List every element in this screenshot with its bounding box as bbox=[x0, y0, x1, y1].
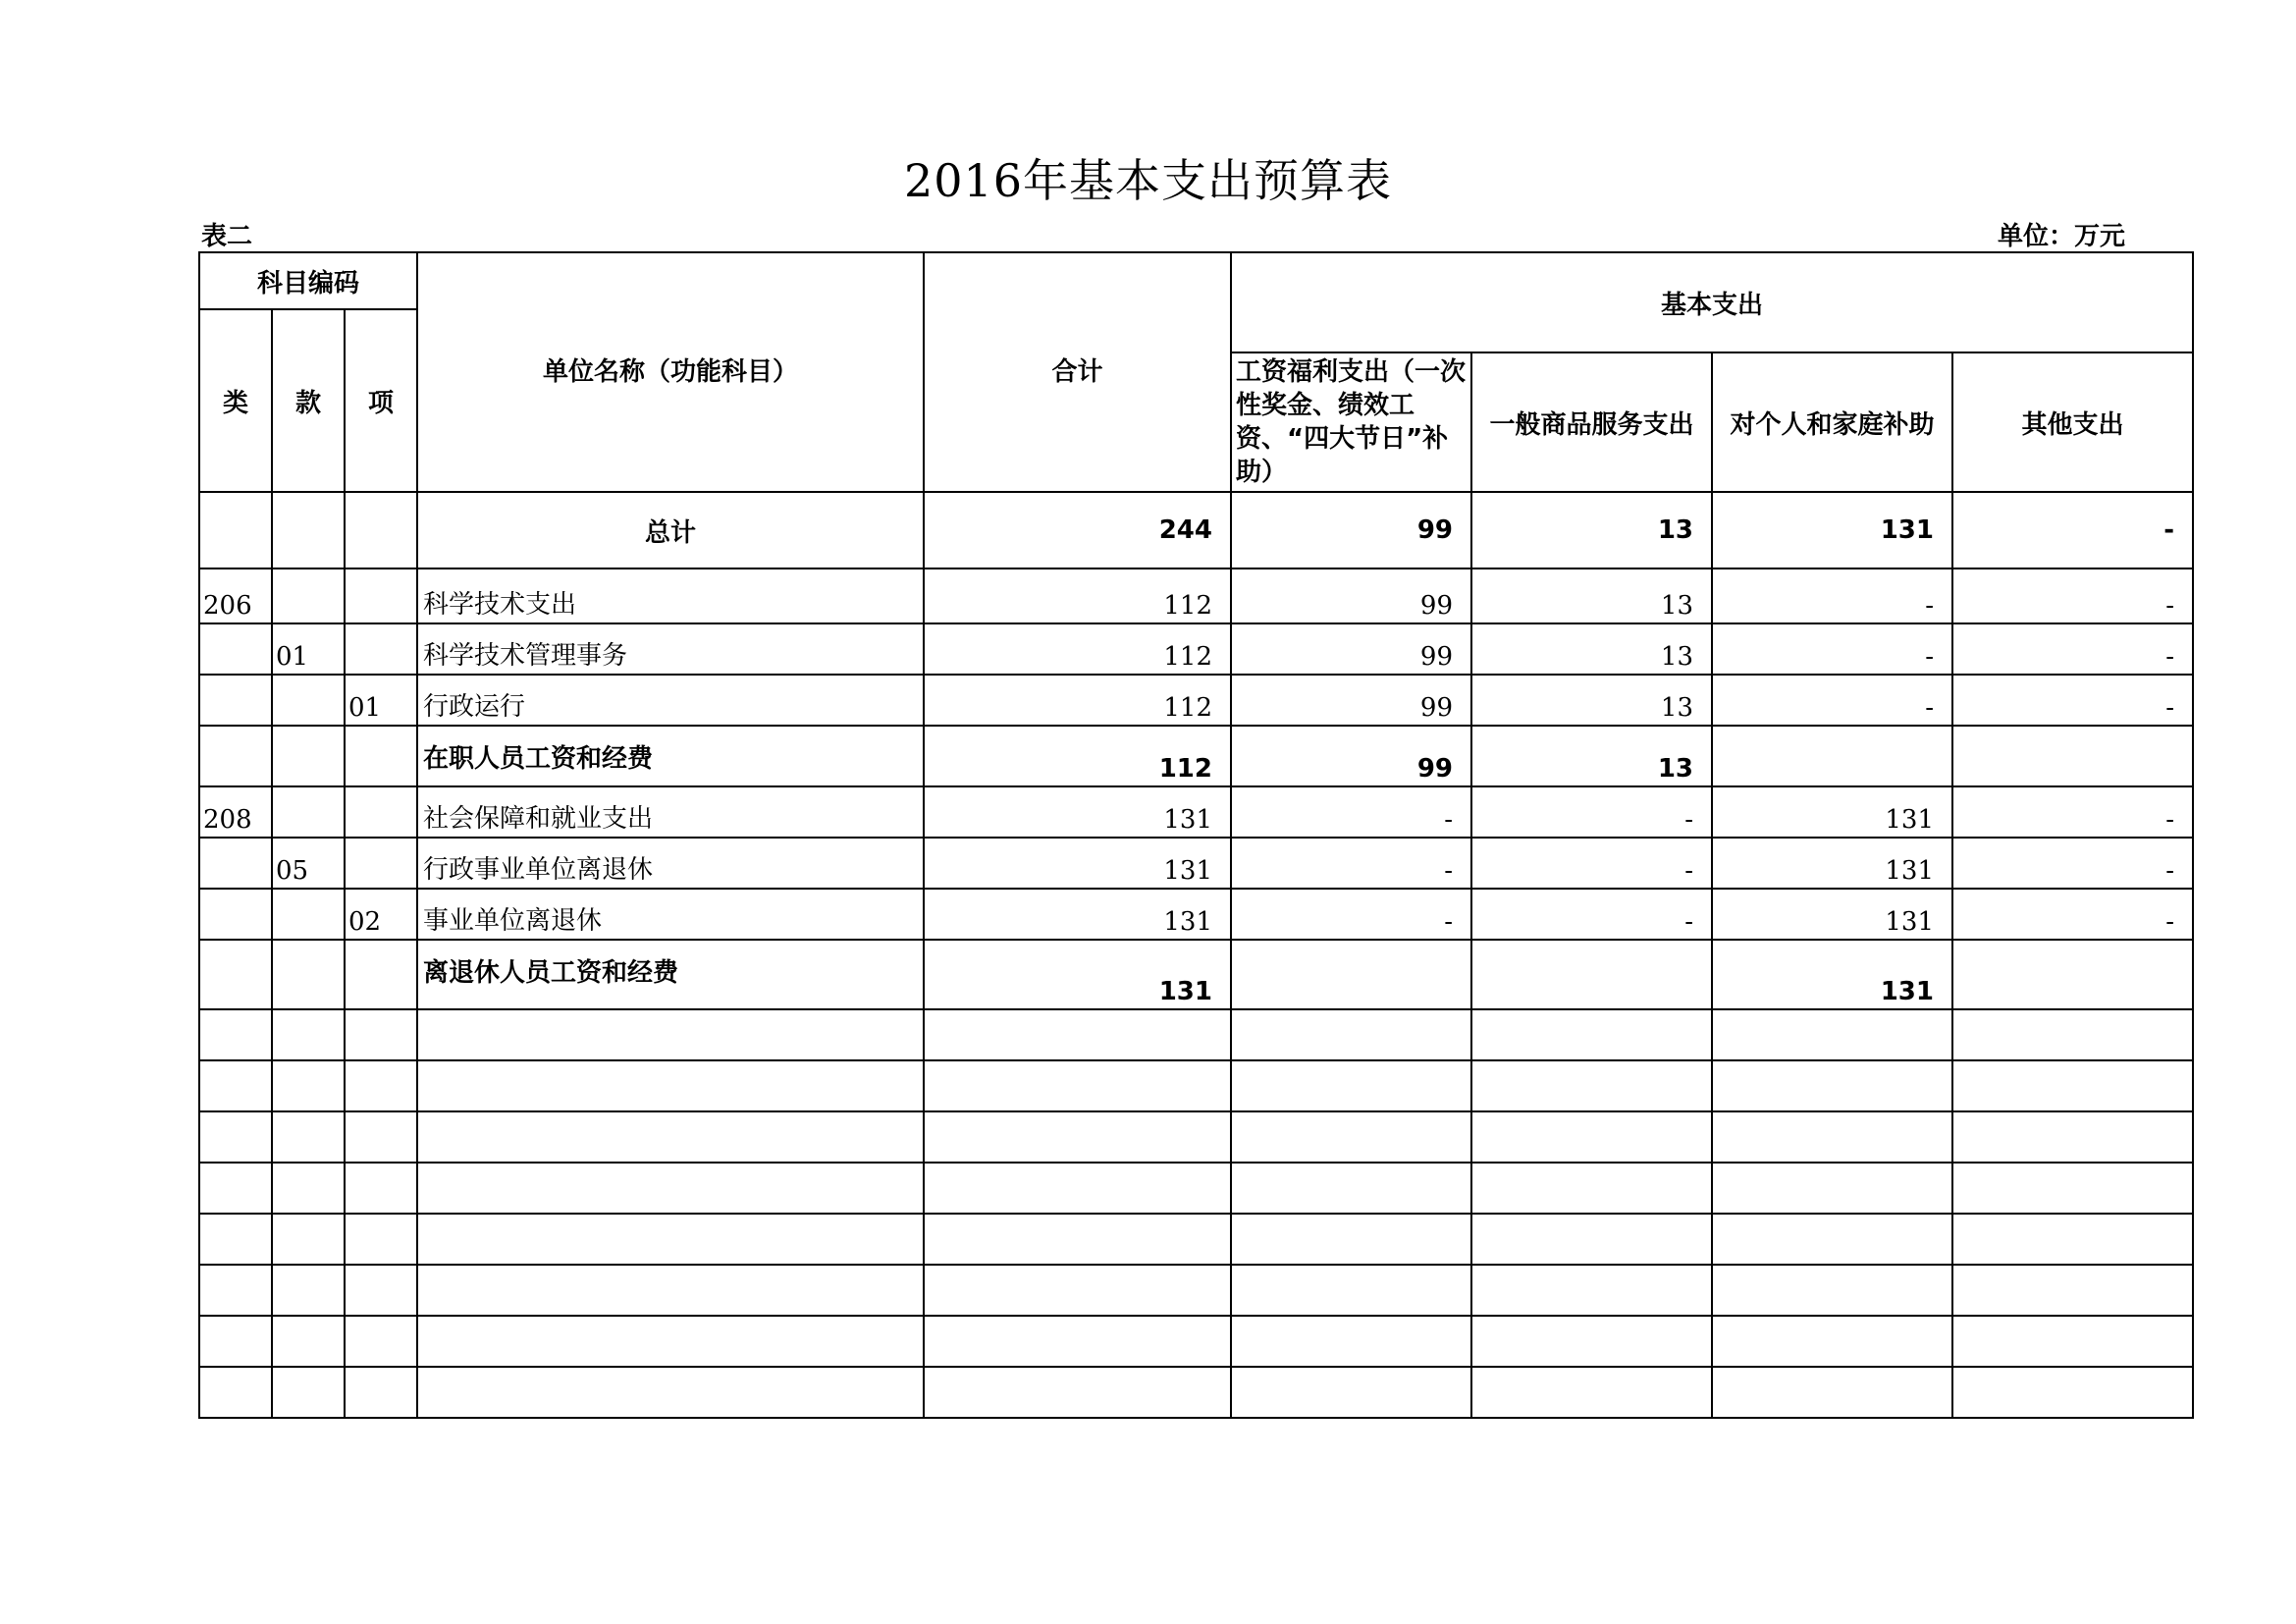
row-other: - bbox=[1952, 675, 2193, 726]
row-wage: 99 bbox=[1231, 675, 1471, 726]
empty-row bbox=[199, 1163, 2193, 1214]
empty-cell bbox=[199, 1316, 272, 1367]
row-total: 131 bbox=[924, 838, 1231, 889]
table-row bbox=[199, 568, 2193, 623]
empty-cell bbox=[1231, 1009, 1471, 1060]
empty-cell bbox=[272, 1214, 345, 1265]
page-title: 2016年基本支出预算表 bbox=[903, 154, 1393, 207]
code-xiang bbox=[345, 838, 417, 889]
empty-row bbox=[199, 1111, 2193, 1163]
table-row bbox=[199, 838, 2193, 889]
empty-cell bbox=[199, 1367, 272, 1418]
row-wage: 99 bbox=[1231, 568, 1471, 623]
row-total: 131 bbox=[924, 940, 1231, 1009]
empty-cell bbox=[417, 1060, 924, 1111]
table-row bbox=[199, 675, 2193, 726]
row-total: 112 bbox=[924, 675, 1231, 726]
empty-cell bbox=[1712, 1214, 1952, 1265]
empty-cell bbox=[1471, 1163, 1712, 1214]
row-personal: 131 bbox=[1712, 889, 1952, 940]
empty-cell bbox=[199, 1163, 272, 1214]
code-lei bbox=[199, 838, 272, 889]
row-name: 社会保障和就业支出 bbox=[417, 786, 924, 838]
row-total: 131 bbox=[924, 786, 1231, 838]
code-kuan: 05 bbox=[272, 838, 345, 889]
row-goods: 13 bbox=[1471, 568, 1712, 623]
empty-cell bbox=[924, 1060, 1231, 1111]
code-kuan bbox=[272, 568, 345, 623]
empty-cell bbox=[417, 1367, 924, 1418]
header-other: 其他支出 bbox=[1952, 352, 2193, 492]
empty-cell bbox=[1471, 1111, 1712, 1163]
row-other: - bbox=[1952, 568, 2193, 623]
row-goods: - bbox=[1471, 786, 1712, 838]
code-xiang bbox=[345, 568, 417, 623]
row-name: 科学技术支出 bbox=[417, 568, 924, 623]
empty-cell bbox=[1952, 1316, 2193, 1367]
empty-cell bbox=[199, 1009, 272, 1060]
empty-cell bbox=[1712, 1367, 1952, 1418]
code-xiang: 01 bbox=[345, 675, 417, 726]
row-personal: 131 bbox=[1712, 838, 1952, 889]
header-unit-name: 单位名称（功能科目） bbox=[417, 252, 924, 492]
empty-cell bbox=[345, 1163, 417, 1214]
empty-cell bbox=[1231, 1265, 1471, 1316]
code-kuan bbox=[272, 786, 345, 838]
table-row bbox=[199, 623, 2193, 675]
empty-cell bbox=[924, 1111, 1231, 1163]
code-xiang bbox=[345, 940, 417, 1009]
empty-cell bbox=[345, 1214, 417, 1265]
row-name: 行政运行 bbox=[417, 675, 924, 726]
row-wage: 99 bbox=[1231, 726, 1471, 786]
code-xiang bbox=[345, 623, 417, 675]
code-kuan bbox=[272, 726, 345, 786]
row-other: - bbox=[1952, 786, 2193, 838]
empty-cell bbox=[417, 1265, 924, 1316]
empty-cell bbox=[199, 1060, 272, 1111]
row-total: 112 bbox=[924, 726, 1231, 786]
empty-cell bbox=[417, 1214, 924, 1265]
empty-cell bbox=[1231, 1060, 1471, 1111]
table-row bbox=[199, 940, 2193, 1009]
empty-cell bbox=[272, 1163, 345, 1214]
empty-cell bbox=[345, 1060, 417, 1111]
empty-cell bbox=[1952, 1163, 2193, 1214]
empty-cell bbox=[924, 1265, 1231, 1316]
empty-cell bbox=[272, 1367, 345, 1418]
empty-row bbox=[199, 1009, 2193, 1060]
empty-cell bbox=[1712, 1009, 1952, 1060]
row-personal: 131 bbox=[1712, 786, 1952, 838]
empty-cell bbox=[1231, 1163, 1471, 1214]
summary-personal: 131 bbox=[1712, 492, 1952, 568]
header-wage-welfare: 工资福利支出（一次性奖金、绩效工资、“四大节日”补助） bbox=[1231, 352, 1471, 492]
code-lei: 206 bbox=[199, 568, 272, 623]
empty-cell bbox=[1712, 1316, 1952, 1367]
empty-row bbox=[199, 1316, 2193, 1367]
row-personal: 131 bbox=[1712, 940, 1952, 1009]
empty-cell bbox=[1712, 1163, 1952, 1214]
empty-cell bbox=[1471, 1060, 1712, 1111]
row-wage: - bbox=[1231, 786, 1471, 838]
code-xiang bbox=[345, 726, 417, 786]
empty-cell bbox=[345, 1009, 417, 1060]
empty-cell bbox=[272, 1316, 345, 1367]
empty-cell bbox=[1952, 1009, 2193, 1060]
empty-cell bbox=[417, 1009, 924, 1060]
row-total: 131 bbox=[924, 889, 1231, 940]
empty-cell bbox=[1712, 1265, 1952, 1316]
empty-cell bbox=[1231, 1316, 1471, 1367]
code-lei bbox=[199, 675, 272, 726]
row-name: 科学技术管理事务 bbox=[417, 623, 924, 675]
row-personal: - bbox=[1712, 568, 1952, 623]
empty-cell bbox=[417, 1111, 924, 1163]
empty-cell bbox=[1231, 1111, 1471, 1163]
code-xiang: 02 bbox=[345, 889, 417, 940]
empty-cell bbox=[199, 1111, 272, 1163]
table-row bbox=[199, 889, 2193, 940]
unit-label: 单位：万元 bbox=[1998, 222, 2126, 251]
empty-cell bbox=[1231, 1367, 1471, 1418]
row-other: - bbox=[1952, 623, 2193, 675]
header-goods-services: 一般商品服务支出 bbox=[1471, 352, 1712, 492]
empty-cell bbox=[1471, 1265, 1712, 1316]
row-goods: - bbox=[1471, 889, 1712, 940]
summary-goods: 13 bbox=[1471, 492, 1712, 568]
empty-row bbox=[199, 1060, 2193, 1111]
row-wage bbox=[1231, 940, 1471, 1009]
code-lei bbox=[199, 623, 272, 675]
row-name: 行政事业单位离退休 bbox=[417, 838, 924, 889]
row-total: 112 bbox=[924, 568, 1231, 623]
row-total: 112 bbox=[924, 623, 1231, 675]
empty-cell bbox=[924, 1009, 1231, 1060]
code-kuan bbox=[272, 940, 345, 1009]
header-total: 合计 bbox=[924, 252, 1231, 492]
empty-cell bbox=[199, 1214, 272, 1265]
row-other bbox=[1952, 726, 2193, 786]
empty-cell bbox=[417, 1163, 924, 1214]
empty-cell bbox=[272, 1009, 345, 1060]
row-other: - bbox=[1952, 838, 2193, 889]
empty-cell bbox=[199, 1265, 272, 1316]
code-lei bbox=[199, 940, 272, 1009]
summary-total: 244 bbox=[924, 492, 1231, 568]
row-other bbox=[1952, 940, 2193, 1009]
summary-label: 总计 bbox=[417, 492, 924, 568]
row-goods: 13 bbox=[1471, 675, 1712, 726]
summary-row bbox=[199, 492, 2193, 568]
empty-cell bbox=[345, 1316, 417, 1367]
header-lei: 类 bbox=[199, 309, 272, 492]
empty-row bbox=[199, 1367, 2193, 1418]
empty-cell bbox=[1952, 1060, 2193, 1111]
table-row bbox=[199, 786, 2193, 838]
empty-cell bbox=[345, 1367, 417, 1418]
empty-cell bbox=[272, 1111, 345, 1163]
empty-cell bbox=[272, 1265, 345, 1316]
table-number: 表二 bbox=[201, 222, 253, 251]
row-goods bbox=[1471, 940, 1712, 1009]
header-xiang: 项 bbox=[345, 309, 417, 492]
empty-row bbox=[199, 1214, 2193, 1265]
row-wage: - bbox=[1231, 889, 1471, 940]
empty-cell bbox=[345, 1265, 417, 1316]
code-kuan: 01 bbox=[272, 623, 345, 675]
empty-cell bbox=[924, 1214, 1231, 1265]
empty-cell bbox=[1231, 1214, 1471, 1265]
empty-cell bbox=[924, 1163, 1231, 1214]
row-name: 离退休人员工资和经费 bbox=[417, 940, 924, 1009]
header-subject-code: 科目编码 bbox=[199, 252, 417, 309]
row-goods: - bbox=[1471, 838, 1712, 889]
empty-cell bbox=[1471, 1214, 1712, 1265]
empty-cell bbox=[345, 1111, 417, 1163]
empty-cell bbox=[1471, 1316, 1712, 1367]
code-lei: 208 bbox=[199, 786, 272, 838]
budget-table bbox=[198, 251, 2194, 1419]
summary-wage: 99 bbox=[1231, 492, 1471, 568]
header-kuan: 款 bbox=[272, 309, 345, 492]
code-kuan bbox=[272, 889, 345, 940]
code-xiang bbox=[345, 786, 417, 838]
row-personal: - bbox=[1712, 675, 1952, 726]
row-goods: 13 bbox=[1471, 726, 1712, 786]
code-lei bbox=[199, 726, 272, 786]
empty-cell bbox=[1952, 1111, 2193, 1163]
row-other: - bbox=[1952, 889, 2193, 940]
header-personal-subsidy: 对个人和家庭补助 bbox=[1712, 352, 1952, 492]
header-basic-expenditure: 基本支出 bbox=[1231, 252, 2193, 352]
empty-cell bbox=[1952, 1367, 2193, 1418]
row-wage: 99 bbox=[1231, 623, 1471, 675]
empty-cell bbox=[272, 1060, 345, 1111]
empty-cell bbox=[417, 1316, 924, 1367]
empty-cell bbox=[1471, 1009, 1712, 1060]
row-name: 在职人员工资和经费 bbox=[417, 726, 924, 786]
empty-cell bbox=[924, 1316, 1231, 1367]
empty-cell bbox=[1471, 1367, 1712, 1418]
row-wage: - bbox=[1231, 838, 1471, 889]
empty-cell bbox=[1712, 1111, 1952, 1163]
row-goods: 13 bbox=[1471, 623, 1712, 675]
empty-cell bbox=[924, 1367, 1231, 1418]
empty-cell bbox=[1712, 1060, 1952, 1111]
empty-cell bbox=[1952, 1214, 2193, 1265]
code-lei bbox=[199, 889, 272, 940]
row-name: 事业单位离退休 bbox=[417, 889, 924, 940]
empty-row bbox=[199, 1265, 2193, 1316]
empty-cell bbox=[1952, 1265, 2193, 1316]
row-personal: - bbox=[1712, 623, 1952, 675]
code-kuan bbox=[272, 675, 345, 726]
summary-other: - bbox=[1952, 492, 2193, 568]
table-row bbox=[199, 726, 2193, 786]
row-personal bbox=[1712, 726, 1952, 786]
